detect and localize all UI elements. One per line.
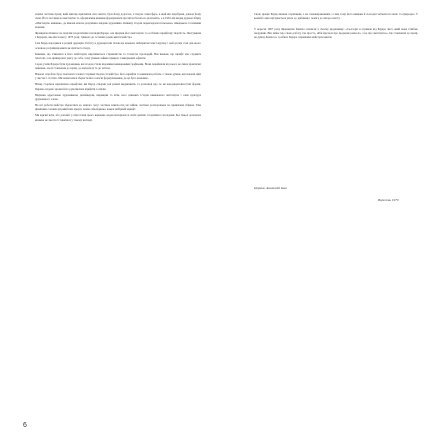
right-text-column <box>254 12 418 46</box>
paragraph: Свою працю Бауер вважав служінням, а не самовираженням, і саме тому його книжки й сьогодні читаються легко та природно. У кожній з них відчувається увага до дрібниць і повага до автора тексту. <box>254 12 418 21</box>
paragraph: Нашою спробою було показати головні сторінки творчості майстра, його шрифти та книжкові роботи, а також думки, висловлені ним у листах і статтях. Ми намагалися зберегти його власні формулювання, де це було можливо. <box>35 72 201 81</box>
paragraph: У вересні 1967 року Франциско Кампос написав у своєму щоденнику: «Сьогодні я отримав від Бауера лист, який мене глибоко зворушив. Він пише про свою роботу так просто, ніби йдеться про щоденне ремесло, а не про мистецтво». Це ставлення до праці, на думку Кампоса, і робило Бауера справжнім майстром книги. <box>254 26 418 40</box>
signature-name: Церник, Анатолій Іван <box>254 186 287 190</box>
paragraph: Ми вдячні всім, хто допоміг у підготовці цього видання, надав матеріали зі своїх архівів і поділився спогадами. Без їхньої допомоги книжка не змогла б з'явитися у такому вигляді. <box>35 113 201 122</box>
paragraph: Франциско Кампос не поділяв теоретичних поглядів Бауера, але цінував його мистецтво та особливо шрифтову творчість. Листування з Бауером, яке він почав у 1973 році, тривало до останніх років життя майстра. <box>35 30 201 40</box>
paragraph: значна частина праці, якій митець присвятив своє життя, була йому дорогою, а творча атмосфера, в якій він перебував, давала йому сили. Його погляди на мистецтво та оформлення книжки формувалися протягом багатьох десятиліть, а в 1961 він видав друком збірку «Мистецтво книжки», де виклав власне розуміння завдань художника. Книжку згодом перекладали польською, німецькою та іншими мовами. <box>35 12 201 30</box>
page-number: 6 <box>23 422 27 429</box>
paragraph: Не всі роботи майстра збереглися до нашого часу: частина зникла під час війни, частина розпорошена по приватних збірках. Тим ціннішим є кожен відомий нам аркуш, кожна обкладинка, кожен набірний шрифт. <box>35 102 201 112</box>
paragraph: Серед учнів Бауера були художники, які згодом стали відомими книжковими графіками. Вони переймали від нього не лише практичні навички, але й ставлення до праці, до матеріалу та до читача. <box>35 61 201 71</box>
paragraph: Низку сторінок присвячено шрифтам, які Бауер створив для різних видавництв, та розповіді про те, як народжувалися їхні форми. Окремо подано зразки його рукописних шрифтів і ескізів. <box>35 82 201 91</box>
paragraph: Видання адресоване художникам, дизайнерам, видавцям та всім, кого цікавить історія книжкового мистецтва і сама культура друкованого слова. <box>35 92 201 101</box>
left-text-column <box>35 12 201 124</box>
paragraph: Сам Бауер народився в родині друкарів. Роботу в друкарні він почав ще юнаком, набираючи текст вручну, і цей досвід став для нього основою розуміння книги як цілісного твору. <box>35 41 201 50</box>
paragraph: Книжки, що з'явилися в його майстерні, вирізняються стриманістю та точністю пропорцій. Він вважав, що шрифт має служити текстові, а не привертати увагу до себе, тому уникав зайвих прикрас і вишуканих ефектів. <box>35 51 201 60</box>
signature-place-date: Вересень 1970 <box>378 198 399 202</box>
